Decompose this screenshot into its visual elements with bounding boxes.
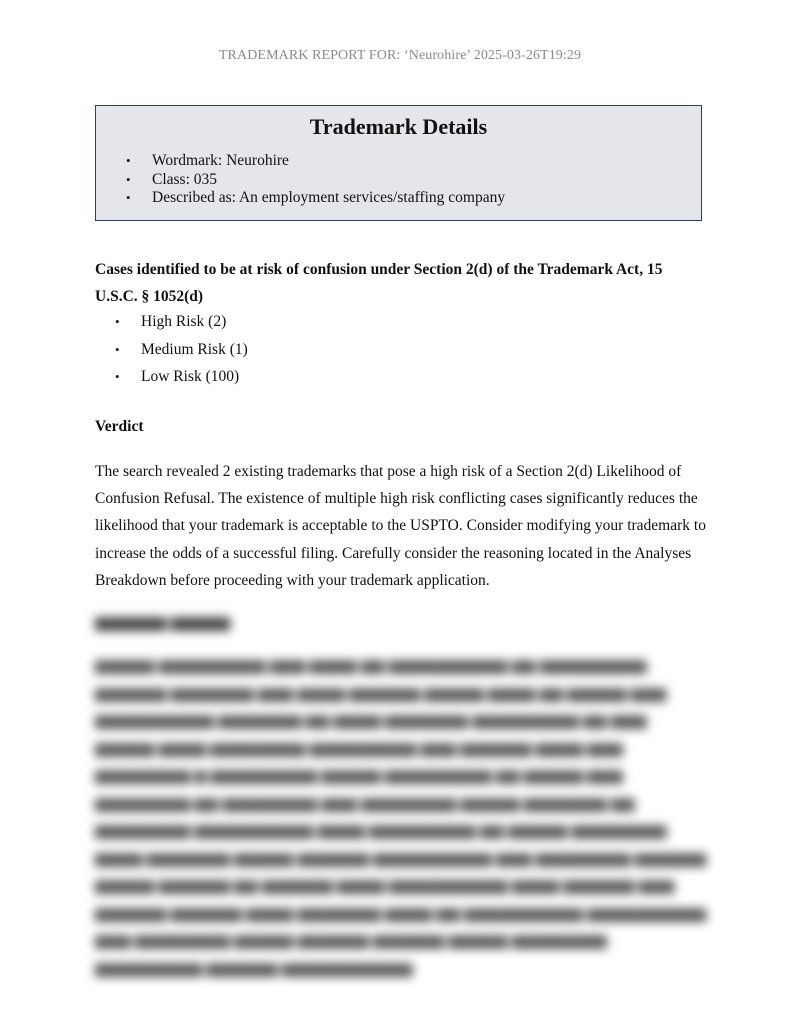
bullet-icon: • [115, 314, 120, 329]
verdict-paragraph: The search revealed 2 existing trademarks that pose a high risk of a Section 2(d) Likelihood of Confusion Refusal. The existence of multiple high risk conflicting cases significantly reduces the likelihood that your trademark is acceptable to the USPTO. Consider modifying your trademark to increase the odds of a successful filing. Carefully consider the reasoning located in the Analyses Breakdown before proceeding with your trademark application. [95, 463, 706, 589]
risk-item-label: Medium Risk (1) [141, 340, 248, 358]
verdict-heading: Verdict [95, 418, 144, 435]
details-title: Trademark Details [309, 114, 488, 139]
blurred-paragraph: ▆▆▆▆▆ ▆▆▆▆▆▆▆▆▆ ▆▆▆ ▆▆▆▆ ▆▆ ▆▆▆▆▆▆▆▆▆▆ ▆▆ ▆▆▆▆▆▆▆▆▆ ▆▆▆▆▆▆ ▆▆▆▆▆▆▆ ▆▆▆ ▆▆▆▆ ▆▆▆▆▆▆ ▆▆▆▆▆ ▆▆▆▆ ▆▆ ▆▆▆▆▆ ▆▆▆ ▆▆▆▆▆▆▆▆▆▆ ▆▆▆▆▆▆▆ ▆▆ ▆▆▆▆ ▆▆▆▆▆▆▆ ▆▆▆▆▆▆▆▆▆ ▆▆ ▆▆▆ ▆▆▆▆▆ ▆▆▆▆ ▆▆▆▆▆▆▆▆ ▆▆▆▆▆▆▆▆▆ ▆▆▆ ▆▆▆▆▆▆ ▆▆▆▆ ▆▆▆ ▆▆▆▆▆▆▆▆ ▆ ▆▆▆▆▆▆▆▆▆ ▆▆▆▆▆ ▆▆▆▆▆▆▆▆▆ ▆▆ ▆▆▆▆▆ ▆▆▆ ▆▆▆▆▆▆▆▆ ▆▆ ▆▆▆▆▆▆▆▆ ▆▆▆ ▆▆▆▆▆▆▆▆ ▆▆▆▆▆ ▆▆▆▆▆▆▆ ▆▆ ▆▆▆▆▆▆▆▆ ▆▆▆▆▆▆▆▆▆▆ ▆▆▆▆ ▆▆▆▆▆▆▆▆▆ ▆▆ ▆▆▆▆▆ ▆▆▆▆▆▆▆▆ ▆▆▆▆ ▆▆▆▆▆▆▆ ▆▆▆▆▆ ▆▆▆▆▆▆ ▆▆▆▆▆▆▆▆▆▆ ▆▆▆ ▆▆▆▆▆▆▆▆ ▆▆▆▆▆▆ ▆▆▆▆▆ ▆▆▆▆▆▆ ▆▆ ▆▆▆▆▆▆ ▆▆▆▆ ▆▆▆▆▆▆▆▆▆▆ ▆▆▆▆ ▆▆▆▆▆▆ ▆▆▆ ▆▆▆▆▆▆ ▆▆▆▆▆▆ ▆▆▆▆ ▆▆▆▆▆▆▆ ▆▆▆▆ ▆▆ ▆▆▆▆▆▆▆▆▆▆ ▆▆▆▆▆▆▆▆▆▆ ▆▆▆ ▆▆▆▆▆▆▆▆ ▆▆▆▆▆ ▆▆▆▆▆▆ ▆▆▆▆▆▆ ▆▆▆▆▆ ▆▆▆▆▆▆▆▆ ▆▆▆▆▆▆▆▆▆ ▆▆▆▆▆▆ ▆▆▆▆▆▆▆▆▆▆▆ [95, 657, 707, 977]
details-item-label: Described as: An employment services/staffing company [152, 189, 506, 206]
risk-item-medium [95, 336, 248, 364]
trademark-details-box [95, 105, 702, 221]
risk-item-high [95, 308, 248, 336]
report-header: TRADEMARK REPORT FOR: ‘Neurohire’ 2025-03-26T19:29 [218, 48, 582, 63]
details-item-label: Wordmark: Neurohire [152, 152, 289, 169]
details-list [96, 152, 701, 208]
risk-item-label: High Risk (2) [141, 313, 227, 330]
details-item-wordmark [96, 152, 701, 171]
bullet-icon: • [126, 171, 131, 187]
blurred-analysis-section [95, 612, 710, 982]
risk-list [95, 308, 248, 391]
risk-item-low [95, 363, 248, 391]
bullet-icon: • [126, 153, 131, 168]
details-item-description [96, 189, 701, 208]
risk-item-label: Low Risk (100) [141, 368, 240, 385]
bullet-icon: • [115, 341, 120, 357]
cases-heading: Cases identified to be at risk of confusion under Section 2(d) of the Trademark Act, 15 U.S.C. § 1052(d) [95, 261, 663, 305]
bullet-icon: • [115, 369, 120, 384]
details-item-label: Class: 035 [152, 170, 218, 188]
details-item-class [96, 171, 701, 190]
blurred-heading: ▆▆▆▆▆▆ ▆▆▆▆▆ [95, 614, 230, 631]
bullet-icon: • [126, 190, 131, 205]
